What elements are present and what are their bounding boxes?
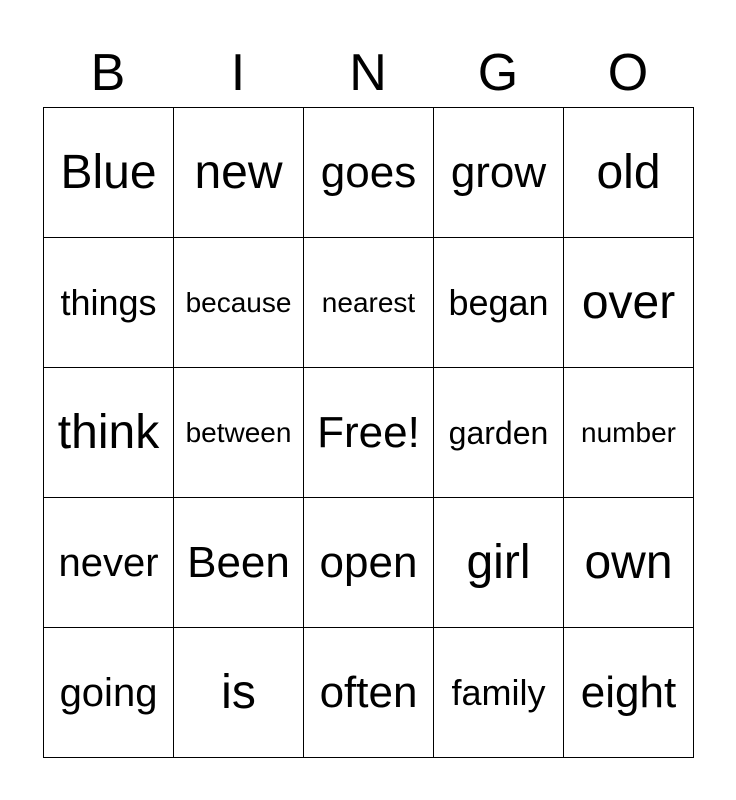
bingo-cell[interactable]: nearest <box>304 238 434 368</box>
bingo-cell[interactable]: eight <box>564 628 694 758</box>
header-letter-n: N <box>349 44 387 102</box>
bingo-cell[interactable]: garden <box>434 368 564 498</box>
bingo-cell[interactable]: things <box>44 238 174 368</box>
bingo-cell[interactable]: open <box>304 498 434 628</box>
header-letter-i: I <box>230 44 246 102</box>
bingo-cell[interactable]: goes <box>304 108 434 238</box>
bingo-cell[interactable]: family <box>434 628 564 758</box>
free-space-cell[interactable]: Free! <box>304 368 434 498</box>
bingo-cell[interactable]: old <box>564 108 694 238</box>
bingo-cell[interactable]: over <box>564 238 694 368</box>
bingo-cell[interactable]: think <box>44 368 174 498</box>
bingo-cell[interactable]: new <box>174 108 304 238</box>
header-letter-b: B <box>90 44 126 102</box>
bingo-cell[interactable]: Blue <box>44 108 174 238</box>
bingo-cell[interactable]: Been <box>174 498 304 628</box>
bingo-cell[interactable]: because <box>174 238 304 368</box>
bingo-cell[interactable]: number <box>564 368 694 498</box>
bingo-cell[interactable]: between <box>174 368 304 498</box>
bingo-board <box>43 107 694 758</box>
bingo-cell[interactable]: often <box>304 628 434 758</box>
header-letter-g: G <box>477 44 519 102</box>
bingo-cell[interactable]: is <box>174 628 304 758</box>
bingo-cell[interactable]: girl <box>434 498 564 628</box>
bingo-cell[interactable]: began <box>434 238 564 368</box>
bingo-cell[interactable]: never <box>44 498 174 628</box>
bingo-cell[interactable]: going <box>44 628 174 758</box>
bingo-cell[interactable]: own <box>564 498 694 628</box>
header-letter-o: O <box>607 44 649 102</box>
bingo-header <box>43 38 693 108</box>
bingo-cell[interactable]: grow <box>434 108 564 238</box>
